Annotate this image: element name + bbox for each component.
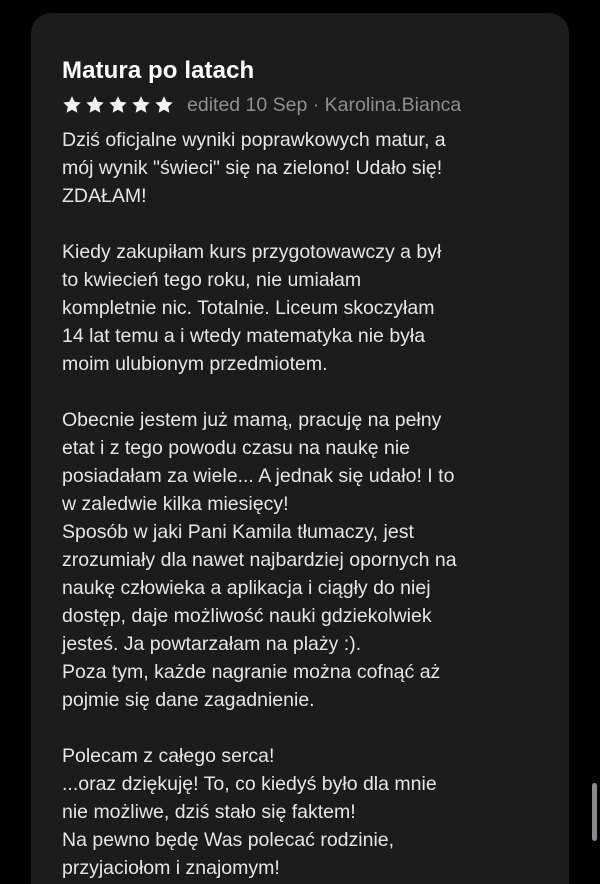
review-text-line: Poza tym, każde nagranie można cofnąć aż <box>62 661 441 683</box>
review-text-line: Obecnie jestem już mamą, pracuję na pełny <box>62 409 442 431</box>
review-text-line: Sposób w jaki Pani Kamila tłumaczy, jest <box>62 521 414 543</box>
review-title: Matura po latach <box>62 57 255 84</box>
review-text-line: posiadałam za wiele... A jednak się udało! I to <box>62 465 455 487</box>
review-text-line: jesteś. Ja powtarzałam na plaży :). <box>62 633 362 655</box>
review-paragraph <box>62 742 557 882</box>
star-rating <box>62 95 174 115</box>
review-text-line: 14 lat temu a i wtedy matematyka nie była <box>62 325 426 347</box>
review-text-line: moim ulubionym przedmiotem. <box>62 353 328 375</box>
star-icon <box>131 95 151 115</box>
review-text-line: Polecam z całego serca! <box>62 745 275 767</box>
review-body <box>62 126 557 884</box>
review-text-line: zrozumiały dla nawet najbardziej opornych na <box>62 549 457 571</box>
review-text-line: przyjaciołom i znajomym! <box>62 857 280 879</box>
review-text-line: nie możliwe, dziś stało się faktem! <box>62 801 356 823</box>
review-paragraph <box>62 406 557 714</box>
review-card <box>31 13 569 884</box>
review-meta-text: edited 10 Sep · Karolina.Bianca <box>187 94 462 116</box>
star-icon <box>154 95 174 115</box>
review-paragraph <box>62 238 557 378</box>
review-text-line: pojmie się dane zagadnienie. <box>62 689 315 711</box>
review-text-line: Na pewno będę Was polecać rodzinie, <box>62 829 395 851</box>
review-paragraph <box>62 126 557 210</box>
review-text-line: ...oraz dziękuję! To, co kiedyś było dla mnie <box>62 773 437 795</box>
star-icon <box>62 95 82 115</box>
review-text-line: dostęp, daje możliwość nauki gdziekolwiek <box>62 605 432 627</box>
review-text-line: mój wynik "świeci" się na zielono! Udało się! <box>62 157 443 179</box>
review-text-line: naukę człowieka a aplikacja i ciągły do niej <box>62 577 431 599</box>
review-text-line: w zaledwie kilka miesięcy! <box>62 493 289 515</box>
star-icon <box>85 95 105 115</box>
review-text-line: Dziś oficjalne wyniki poprawkowych matur, a <box>62 129 446 151</box>
review-meta <box>62 91 461 119</box>
scrollbar-thumb[interactable] <box>592 783 597 841</box>
review-text-line: to kwiecień tego roku, nie umiałam <box>62 269 362 291</box>
review-text-line: ZDAŁAM! <box>62 185 147 207</box>
review-text-line: Kiedy zakupiłam kurs przygotowawczy a był <box>62 241 442 263</box>
review-text-line: kompletnie nic. Totalnie. Liceum skoczyłam <box>62 297 435 319</box>
review-text-line: etat i z tego powodu czasu na naukę nie <box>62 437 410 459</box>
star-icon <box>108 95 128 115</box>
